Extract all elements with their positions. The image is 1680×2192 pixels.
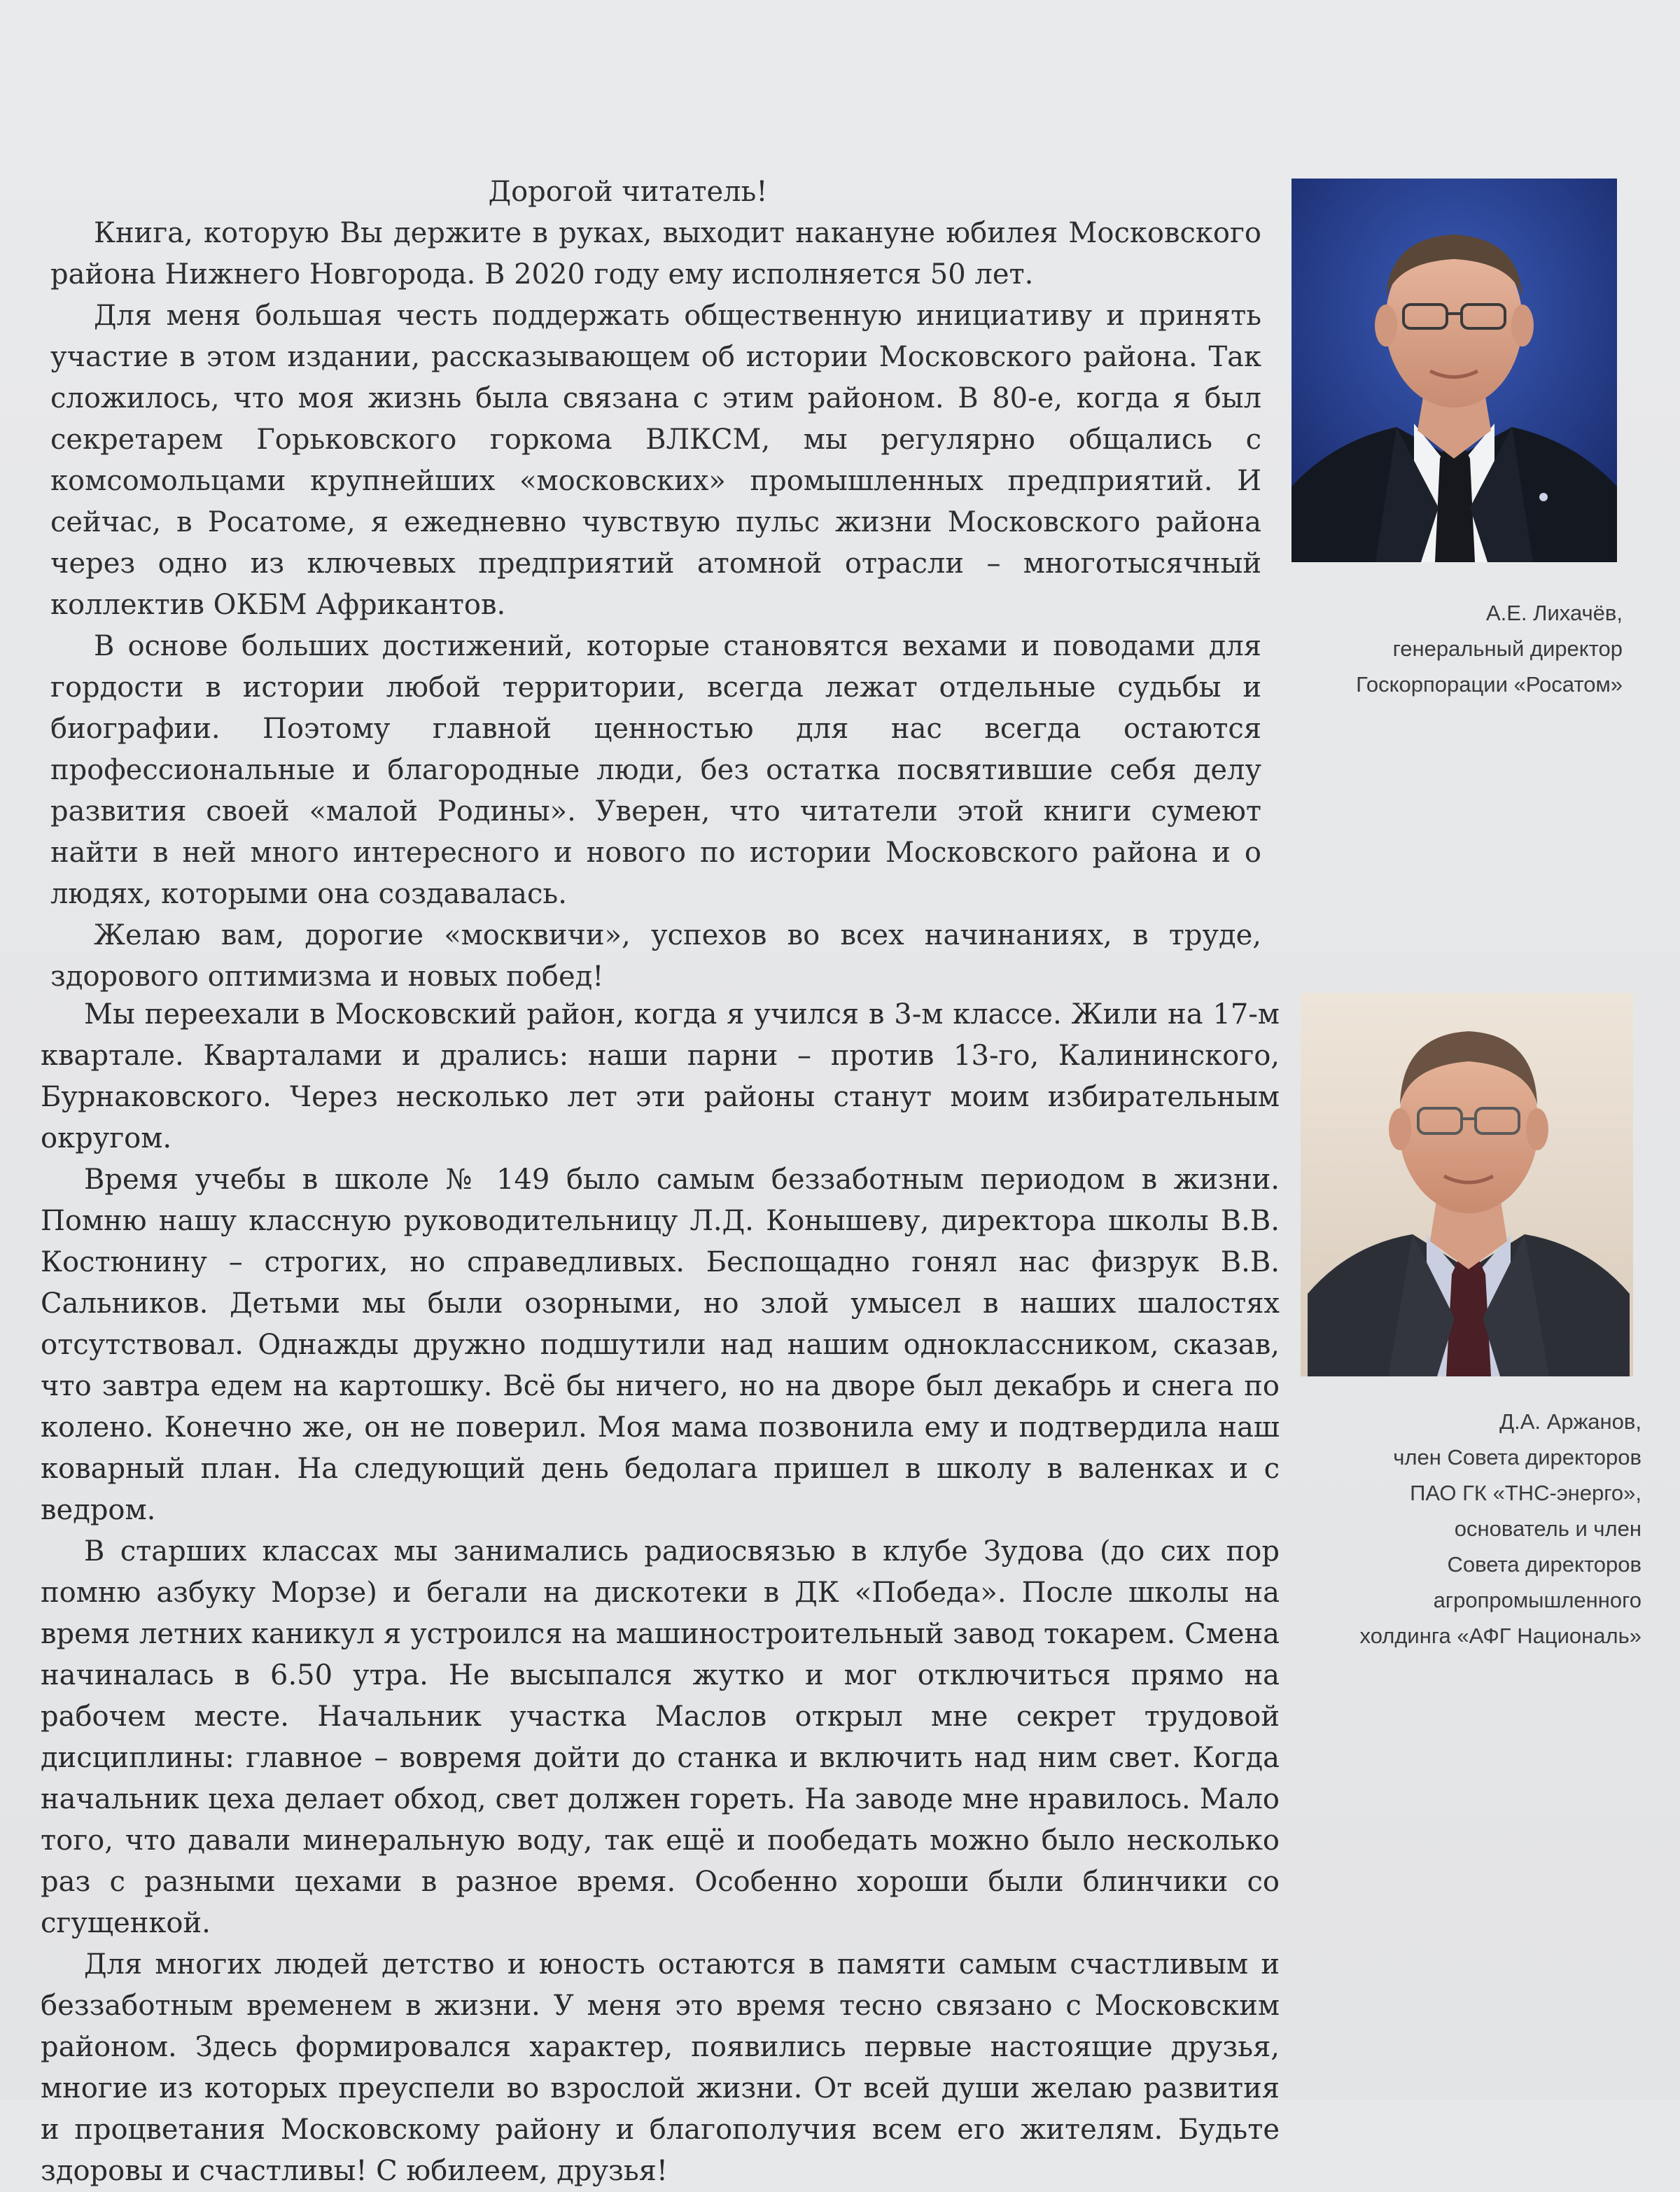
caption-line: член Совета директоров [1393,1445,1642,1470]
portrait-photo-arzhanov [1301,993,1633,1376]
portrait-likhachev-illustration [1292,179,1617,562]
caption-line: основатель и член [1454,1516,1642,1541]
caption-likhachev [1259,595,1623,702]
caption-line: агропромышленного [1433,1588,1642,1612]
letter2-paragraph-2: Время учебы в школе № 149 было самым беззаботным периодом в жизни. Помню нашу классную руководительницу Л.Д. Конышеву, директора школы В.В. Костюнину – строгих, но справедливых. Беспощадно гонял нас физрук В.В. Сальников. Детьми мы были озорными, но злой умысел в наших шалостях отсутствовал. Однажды дружно подшутили над нашим одноклассником, сказав, что завтра едем на картошку. Всё бы ничего, но на дворе был декабрь и снега по колено. Конечно же, он не поверил. Моя мама позвонила ему и подтвердила наш коварный план. На следующий день бедолага пришел в школу в валенках и с ведром. [41,1164,1280,1526]
letter1-paragraph-3: В основе больших достижений, которые становятся вехами и поводами для гордости в истории любой территории, всегда лежат отдельные судьбы и биографии. Поэтому главной ценностью для нас всегда остаются профессиональные и благородные люди, без остатка посвятившие себя делу развития своей «малой Родины». Уверен, что читатели этой книги сумеют найти в ней много интересного и нового по истории Московского района и о людях, которыми она создавалась. [50,630,1261,910]
letter1-paragraph-2: Для меня большая честь поддержать общественную инициативу и принять участие в этом издании, рассказывающем об истории Московского района. Так сложилось, что моя жизнь была связана с этим районом. В 80-е, когда я был секретарем Горьковского горкома ВЛКСМ, мы регулярно общались с комсомольцами крупнейших «московских» промышленных предприятий. И сейчас, в Росатоме, я ежедневно чувствую пульс жизни Московского района через одно из ключевых предприятий атомной отрасли – многотысячный коллектив ОКБМ Африкантов. [50,300,1261,621]
letter-title: Дорогой читатель! [488,176,768,208]
caption-line: Совета директоров [1447,1552,1642,1577]
letter1-paragraph-4: Желаю вам, дорогие «москвичи», успехов во всех начинаниях, в труде, здорового оптимизма и новых побед! [50,919,1261,993]
caption-name: А.Е. Лихачёв, [1485,601,1623,625]
portrait-arzhanov-illustration [1301,993,1633,1376]
portrait-photo-likhachev [1292,179,1617,562]
caption-line: генеральный директор [1392,636,1623,661]
caption-line: ПАО ГК «ТНС-энерго», [1410,1481,1642,1505]
letter2-paragraph-3: В старших классах мы занимались радиосвязью в клубе Зудова (до сих пор помню азбуку Морзе) и бегали на дискотеки в ДК «Победа». После школы на время летних каникул я устроился на машиностроительный завод токарем. Смена начиналась в 6.50 утра. Не высыпался жутко и мог отключиться прямо на рабочем месте. Начальник участка Маслов открыл мне секрет трудовой дисциплины: главное – вовремя дойти до станка и включить над ним свет. Когда начальник цеха делает обход, свет должен гореть. На заводе мне нравилось. Мало того, что давали минеральную воду, так ещё и пообедать можно было несколько раз с разными цехами в разное время. Особенно хороши были блинчики со сгущенкой. [41,1535,1280,1939]
letter2-paragraph-4: Для многих людей детство и юность остаются в памяти самым счастливым и беззаботным временем в жизни. У меня это время тесно связано с Московским районом. Здесь формировался характер, появились первые настоящие друзья, многие из которых преуспели во взрослой жизни. От всей души желаю развития и процветания Московскому району и благополучия всем его жителям. Будьте здоровы и счастливы! С юбилеем, друзья! [41,1948,1280,2187]
caption-line: холдинга «АФГ Националь» [1359,1624,1642,1648]
letter1-paragraph-1: Книга, которую Вы держите в руках, выходит накануне юбилея Московского района Нижнего Новгорода. В 2020 году ему исполняется 50 лет. [50,217,1261,291]
caption-name: Д.А. Аржанов, [1499,1409,1642,1434]
letter-arzhanov [41,994,1280,2192]
letter2-paragraph-1: Мы переехали в Московский район, когда я учился в 3-м классе. Жили на 17-м квартале. Кварталами и дрались: наши парни – против 13-го, Калининского, Бурнаковского. Через несколько лет эти районы станут моим избирательным округом. [41,998,1280,1154]
letter-likhachev [50,172,1261,998]
caption-line: Госкорпорации «Росатом» [1356,672,1623,697]
caption-arzhanov [1278,1404,1642,1654]
